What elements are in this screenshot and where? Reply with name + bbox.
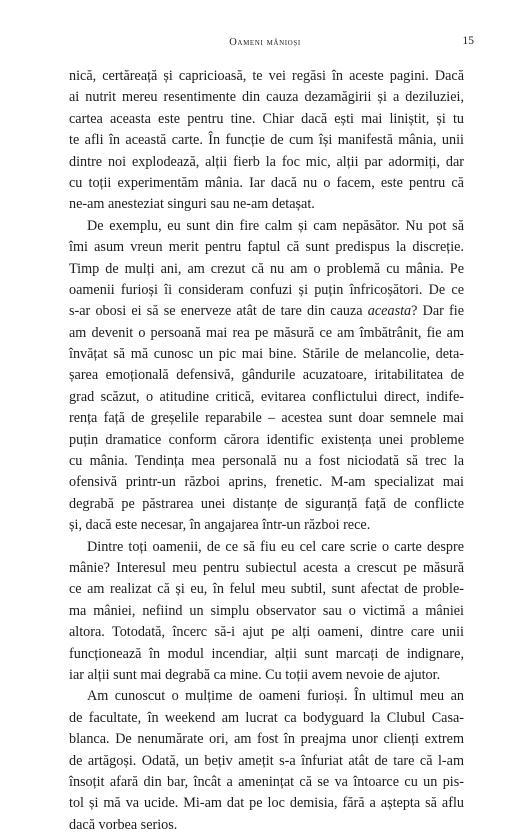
text-line: mânie? Interesul meu pentru subiectul acesta a crescut pe măsură xyxy=(69,559,464,576)
text-line: Timp de mulți ani, am crezut că nu am o problemă cu mânia. Pe xyxy=(69,260,464,277)
text-line: iar alții sunt mai degrabă ca mine. Cu toții avem nevoie de ajutor. xyxy=(69,666,441,683)
text-line: tol și mă va ucide. Mi-am dat pe loc demisia, fără a aștepta să aflu xyxy=(69,795,464,812)
text-line: ma mâniei, nefiind un simplu observator sau o victimă a mâniei xyxy=(69,602,464,619)
text-line: ofensivă printr-un război aprins, frenetic. M-am specializat mai xyxy=(69,474,464,491)
text-line: grad scăzut, o atitudine critică, evitarea conflictului direct, indife- xyxy=(69,388,464,405)
text-line: funcționează în modul incendiar, alții sunt marcați de indignare, xyxy=(69,645,464,662)
text-line: îmi asum vreun merit pentru faptul că sunt predispus la discreție. xyxy=(69,239,464,256)
text-line: ce am realizat că și eu, în felul meu subtil, sunt afectat de proble- xyxy=(69,581,464,598)
text-line: nică, certăreață și capricioasă, te vei regăsi în aceste pagini. Dacă xyxy=(69,68,464,84)
page-number: 15 xyxy=(462,35,474,47)
text-line: cu mânia. Tendința mea personală nu a fost niciodată să trec la xyxy=(69,453,464,470)
text-line: te afli în această carte. În funcție de cum își manifestă mânia, unii xyxy=(69,132,464,149)
text-line: degrabă pe păstrarea unei distanțe de siguranță față de conflicte xyxy=(69,495,464,512)
text-line: dintre noi explodează, alții fierb la foc mic, alții par adormiți, dar xyxy=(69,153,464,170)
text-line: blanca. De nenumărate ori, am fost în preajma unor clienți extrem xyxy=(69,731,464,748)
text-line: cartea aceasta este pentru tine. Chiar dacă ești mai liniștit, și tu xyxy=(69,110,464,127)
text-line: De exemplu, eu sunt din fire calm și cam nepăsător. Nu pot să xyxy=(87,217,464,234)
text-line: ai nutrit mereu resentimente din cauza dezamăgirii și a deziluziei, xyxy=(69,89,464,106)
running-title: Oameni mânioși xyxy=(229,37,301,48)
text-line: s-ar obosi ei să se enerveze atât de tare din cauza aceasta? Dar fie xyxy=(69,303,465,320)
text-line: rența față de greșelile reparabile – acestea sunt doar semnele mai xyxy=(69,410,464,427)
text-line: Am cunoscut o mulțime de oameni furioși. În ultimul meu an xyxy=(87,688,464,705)
text-line: șarea emoțională defensivă, gândurile acuzatoare, iritabilitatea de xyxy=(69,367,464,384)
text-line: de facultate, în weekend am lucrat ca bodyguard la Clubul Casa- xyxy=(69,709,464,726)
text-line: Dintre toți oamenii, de ce să fiu eu cel care scrie o carte despre xyxy=(87,538,464,555)
text-line: am devenit o persoană mai rea pe măsură ce am îmbătrânit, fie am xyxy=(69,324,464,341)
text-line: ne-am anesteziat singuri sau ne-am detașat. xyxy=(69,196,315,213)
text-line: cu toții experimentăm mânia. Iar dacă nu o facem, este pentru că xyxy=(69,174,464,191)
text-line: altora. Totodată, încerc să-i ajut pe alți oameni, dintre care unii xyxy=(69,624,464,641)
text-line: învățat să mă cunosc un pic mai bine. Stările de melancolie, deta- xyxy=(69,346,464,363)
text-line: puțin dramatice conform cărora identific existența unei probleme xyxy=(69,431,464,448)
body-text xyxy=(69,66,464,836)
text-line: dacă vorbea serios. xyxy=(69,816,178,833)
text-line: oamenii furioși îi consideram confuzi și puțin înfricoșători. De ce xyxy=(69,281,464,298)
text-line: însoțit afară din bar, încât a amenințat că se va întoarce cu un pis- xyxy=(69,773,464,790)
text-line: de artăgoși. Odată, un bețiv amețit s-a înfuriat atât de tare că l-am xyxy=(69,752,464,769)
text-line: și, dacă este necesar, în angajarea într-un război rece. xyxy=(69,517,371,534)
